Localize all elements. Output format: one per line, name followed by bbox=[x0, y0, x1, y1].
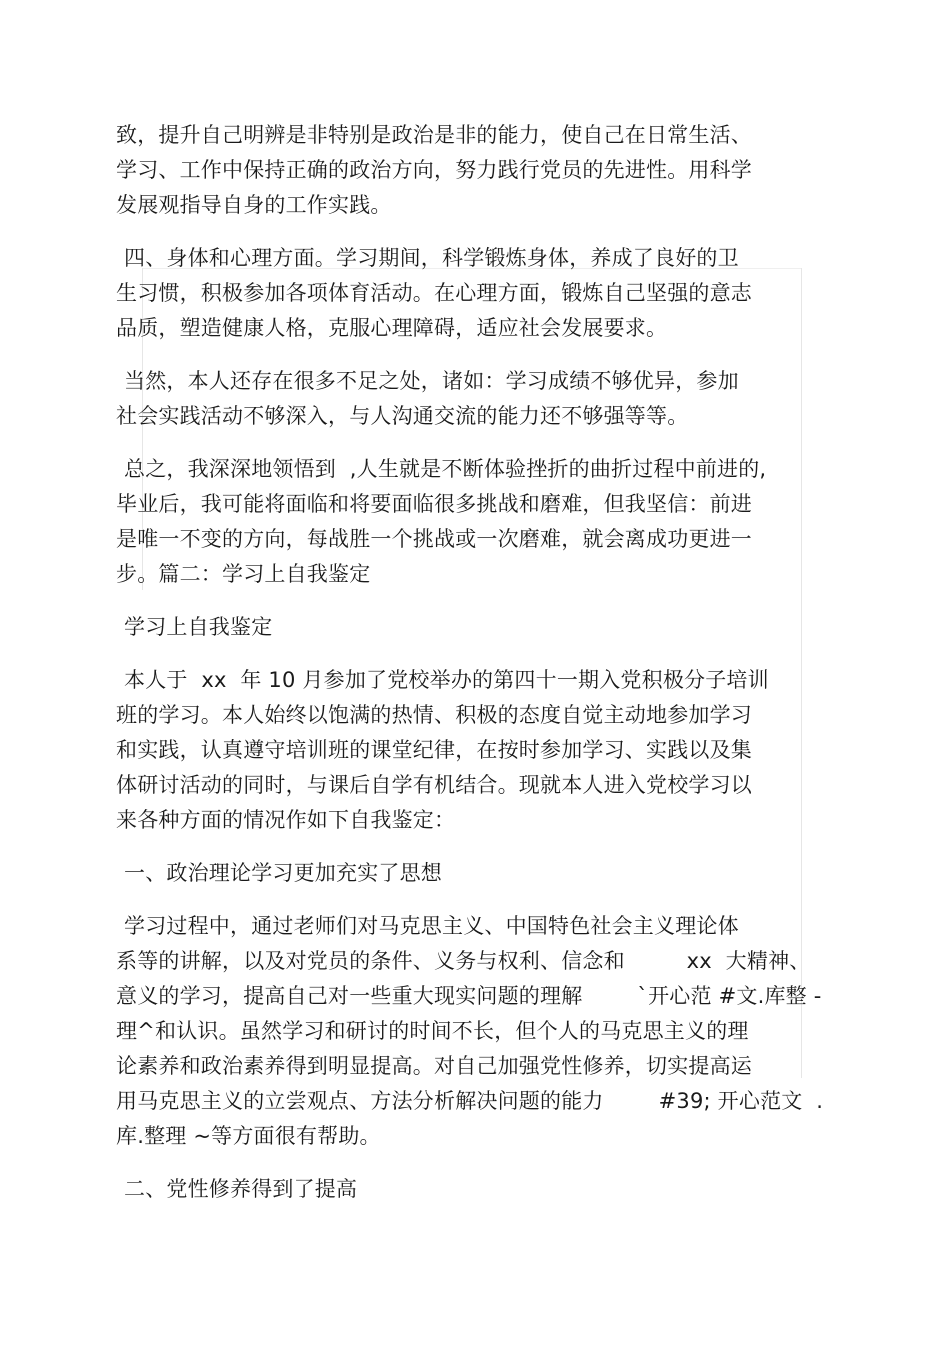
text-line: 论素养和政治素养得到明显提高。对自己加强党性修养，切实提高运 bbox=[116, 1054, 752, 1078]
text-line: 总之，我深深地领悟到 ,人生就是不断体验挫折的曲折过程中前进的, bbox=[124, 457, 767, 481]
text-line: 系等的讲解，以及对党员的条件、义务与权利、信念和 xx 大精神、 bbox=[116, 949, 811, 973]
text-line: 意义的学习，提高自己对一些重大现实问题的理解 `开心范 #文.库整 - bbox=[116, 984, 822, 1008]
text-line: 班的学习。本人始终以饱满的热情、积极的态度自觉主动地参加学习 bbox=[116, 703, 752, 727]
text-line: 社会实践活动不够深入，与人沟通交流的能力还不够强等等。 bbox=[116, 404, 689, 428]
text-line: 来各种方面的情况作如下自我鉴定： bbox=[116, 808, 456, 832]
text-line: 四、身体和心理方面。学习期间，科学锻炼身体，养成了良好的卫 bbox=[124, 246, 739, 270]
text-line: 一、政治理论学习更加充实了思想 bbox=[124, 861, 442, 885]
text-line: 当然，本人还存在很多不足之处，诸如：学习成绩不够优异，参加 bbox=[124, 369, 739, 393]
text-line: 二、党性修养得到了提高 bbox=[124, 1177, 358, 1201]
text-line: 理^和认识。虽然学习和研讨的时间不长，但个人的马克思主义的理 bbox=[116, 1019, 749, 1043]
text-line: 是唯一不变的方向，每战胜一个挑战或一次磨难，就会离成功更进一 bbox=[116, 527, 752, 551]
text-line: 学习过程中，通过老师们对马克思主义、中国特色社会主义理论体 bbox=[124, 914, 739, 938]
text-line: 学习上自我鉴定 bbox=[124, 615, 273, 639]
text-line: 品质，塑造健康人格，克服心理障碍，适应社会发展要求。 bbox=[116, 316, 668, 340]
text-line: 体研讨活动的同时，与课后自学有机结合。现就本人进入党校学习以 bbox=[116, 773, 752, 797]
text-line: 本人于 xx 年 10 月参加了党校举办的第四十一期入党积极分子培训 bbox=[124, 668, 769, 692]
text-line: 生习惯，积极参加各项体育活动。在心理方面，锻炼自己坚强的意志 bbox=[116, 281, 752, 305]
text-line: 毕业后，我可能将面临和将要面临很多挑战和磨难，但我坚信：前进 bbox=[116, 492, 752, 516]
text-line: 学习、工作中保持正确的政治方向，努力践行党员的先进性。用科学 bbox=[116, 158, 752, 182]
text-line: 步。篇二：学习上自我鉴定 bbox=[116, 562, 371, 586]
text-line: 致，提升自己明辨是非特别是政治是非的能力，使自己在日常生活、 bbox=[116, 123, 752, 147]
text-line: 用马克思主义的立尝观点、方法分析解决问题的能力 #39; 开心范文 . bbox=[116, 1089, 824, 1113]
text-line: 发展观指导自身的工作实践。 bbox=[116, 193, 392, 217]
text-line: 库.整理 ~等方面很有帮助。 bbox=[116, 1124, 381, 1148]
text-line: 和实践，认真遵守培训班的课堂纪律，在按时参加学习、实践以及集 bbox=[116, 738, 752, 762]
